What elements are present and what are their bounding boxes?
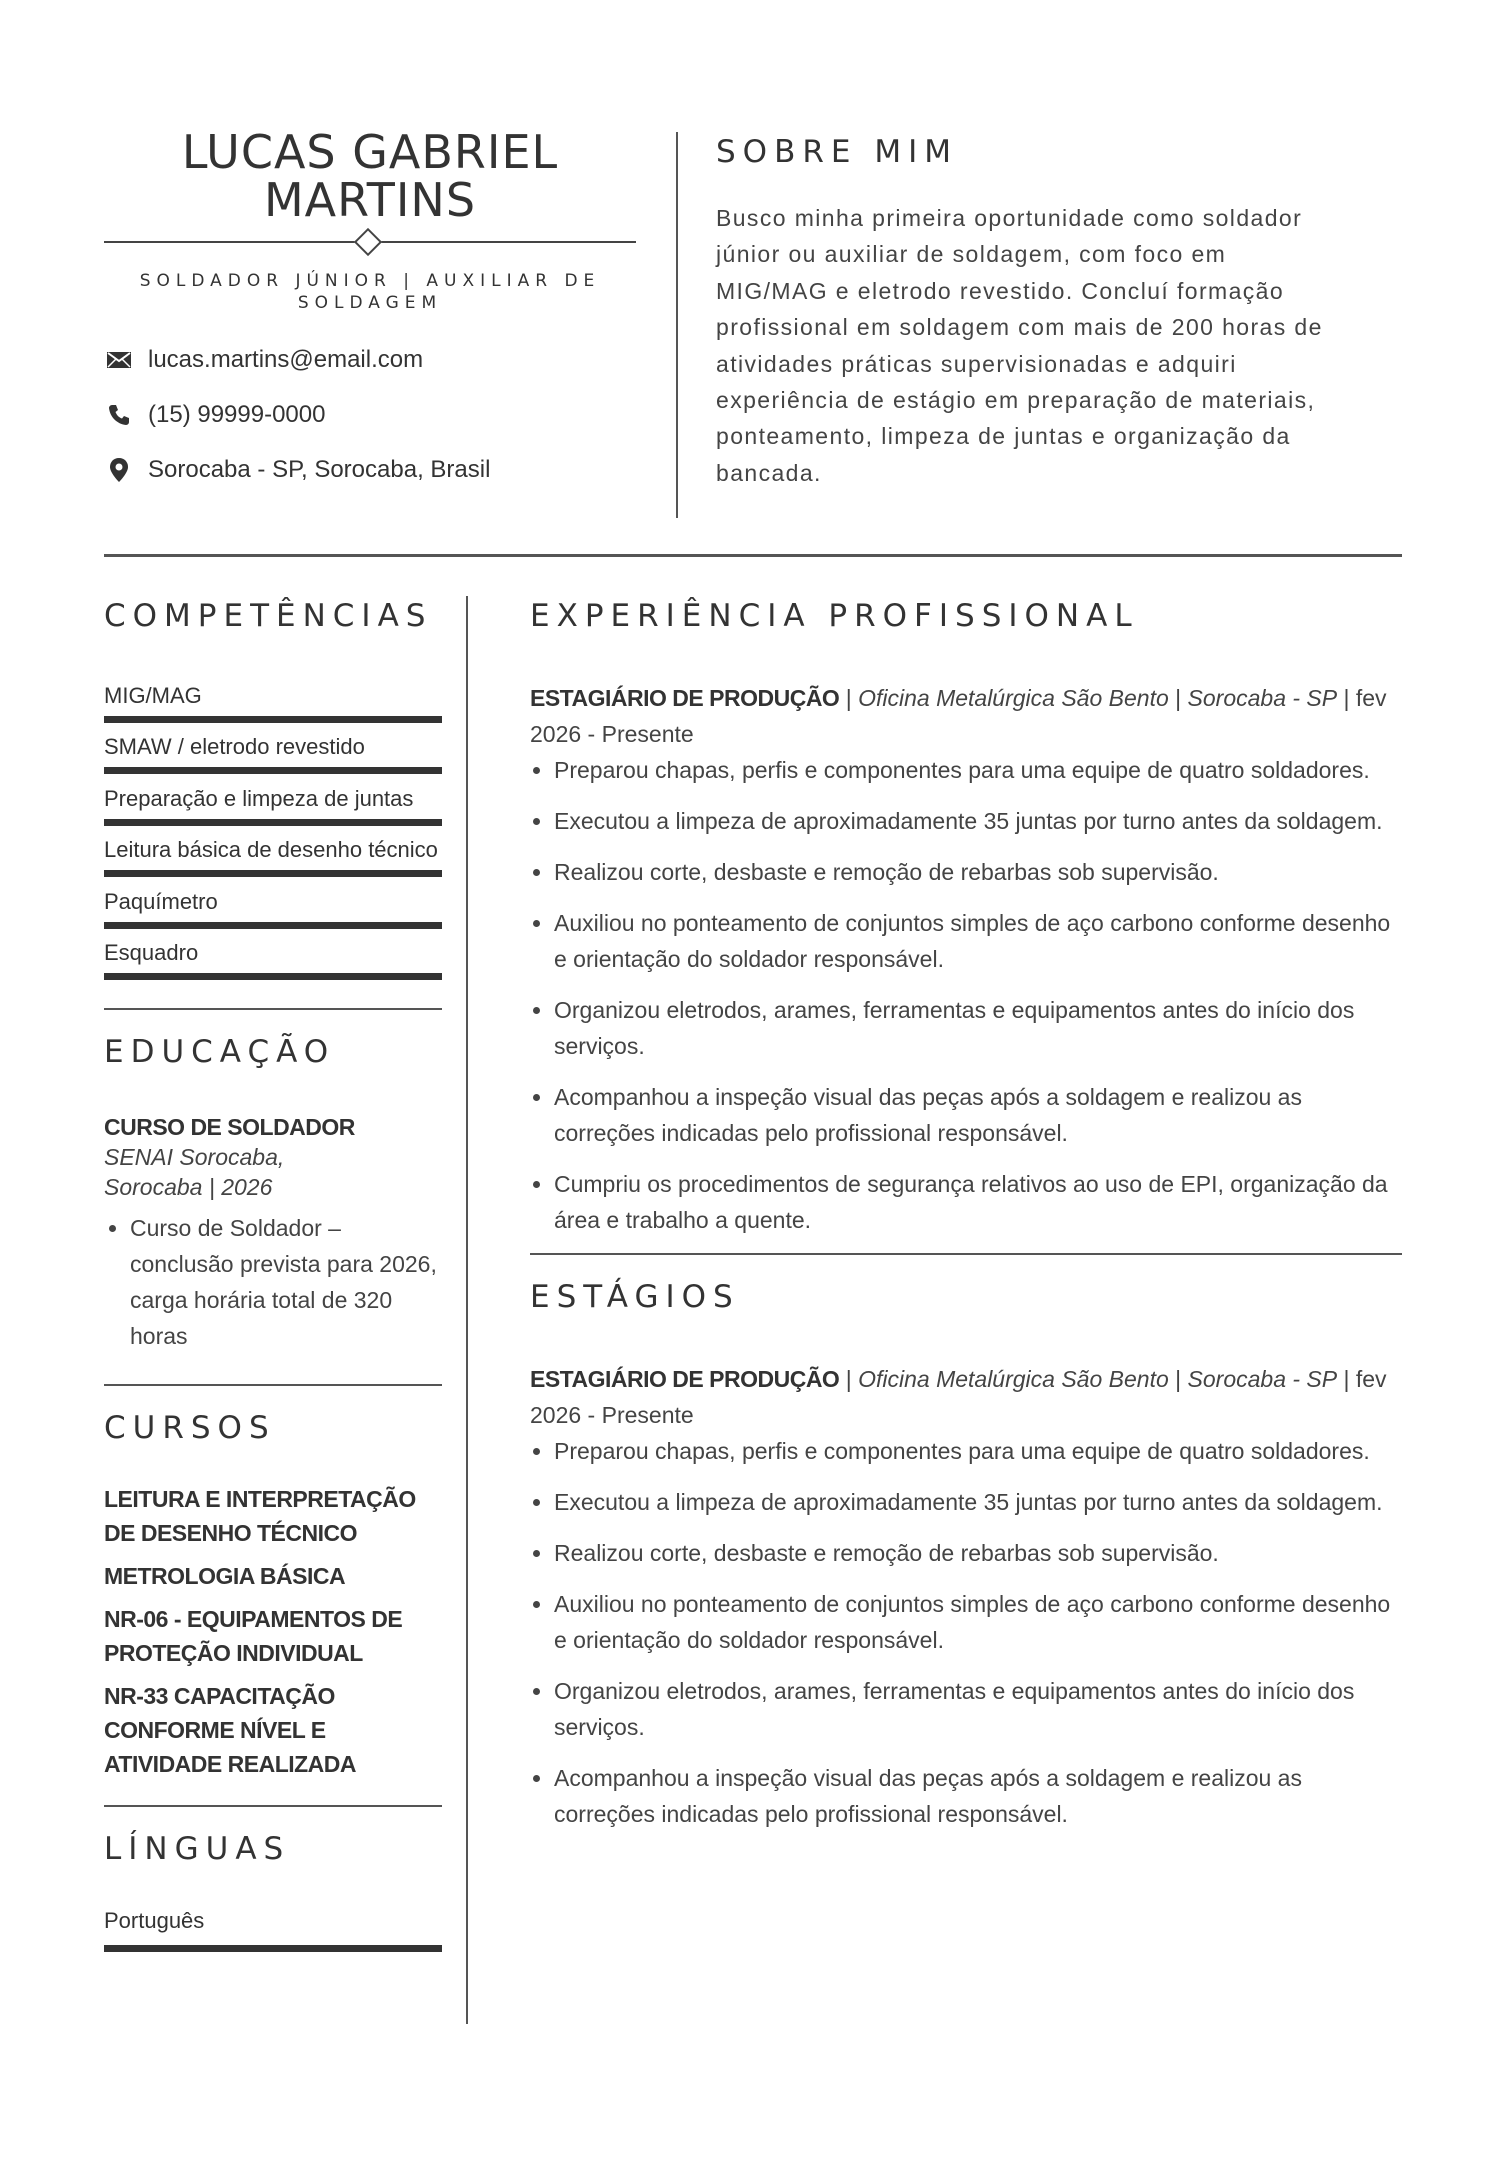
bullet-item: • Realizou corte, desbaste e remoção de rebarbas sob supervisão. (554, 854, 1402, 890)
skill-item (104, 785, 442, 836)
location-text: Sorocaba - SP, Sorocaba, Brasil (148, 456, 491, 483)
internships-title: ESTÁGIOS (530, 1279, 740, 1315)
skill-level-bar (104, 716, 442, 723)
contact-email (104, 346, 636, 374)
education-detail-item: • Curso de Soldador – conclusão prevista para 2026, carga horária total de 320 horas (130, 1210, 442, 1354)
education-details (104, 1210, 442, 1354)
phone-icon (104, 401, 134, 429)
job-company: Oficina Metalúrgica São Bento (858, 685, 1169, 711)
school-line-2: Sorocaba | 2026 (104, 1174, 273, 1201)
resume-header (104, 125, 636, 314)
section-divider (530, 1253, 1402, 1255)
skill-item (104, 888, 442, 939)
skill-level-bar (104, 973, 442, 980)
experience-job-header (530, 680, 1402, 752)
skill-level-bar (104, 767, 442, 774)
bullet-item: • Acompanhou a inspeção visual das peças após a soldagem e realizou as correções indicadas pelo profissional responsável. (554, 1760, 1402, 1832)
skill-level-bar (104, 870, 442, 877)
job-title (104, 270, 636, 314)
skills-title: COMPETÊNCIAS (104, 598, 433, 634)
job-dates: | fev 2026 - Presente (530, 1366, 1387, 1428)
language-level-bar (104, 1945, 442, 1952)
about-line: Busco minha primeira oportunidade como soldador (716, 205, 1303, 231)
skill-level-bar (104, 819, 442, 826)
column-divider (466, 596, 468, 2024)
job-location: Sorocaba - SP (1187, 685, 1338, 711)
bullet-item: • Auxiliou no ponteamento de conjuntos simples de aço carbono conforme desenho e orientação do soldador responsável. (554, 905, 1402, 977)
header-vertical-divider (676, 132, 678, 518)
about-line: júnior ou auxiliar de soldagem, com foco em (716, 241, 1227, 268)
languages-title: LÍNGUAS (104, 1831, 291, 1868)
experience-bullets (530, 752, 1402, 1238)
separator: | (1168, 1366, 1188, 1392)
language-item (104, 1907, 442, 1957)
contact-info (104, 346, 636, 511)
header-horizontal-divider (104, 554, 1402, 557)
skill-item (104, 682, 442, 733)
bullet-item: • Organizou eletrodos, arames, ferramentas e equipamentos antes do início dos serviços. (554, 1673, 1402, 1745)
envelope-icon (104, 346, 134, 374)
course-item: NR-06 - EQUIPAMENTOS DE PROTEÇÃO INDIVIDUAL (104, 1606, 403, 1667)
bullet-item: • Acompanhou a inspeção visual das peças após a soldagem e realizou as correções indicadas pelo profissional responsável. (554, 1079, 1402, 1151)
job-title-line-2: SOLDAGEM (297, 293, 443, 313)
skill-item (104, 733, 442, 784)
name-divider (104, 230, 636, 252)
job-company: Oficina Metalúrgica São Bento (858, 1366, 1169, 1392)
separator: | (1168, 685, 1188, 711)
section-divider (104, 1008, 442, 1010)
bullet-item: • Organizou eletrodos, arames, ferramentas e equipamentos antes do início dos serviços. (554, 992, 1402, 1064)
education-degree: CURSO DE SOLDADOR (104, 1114, 355, 1141)
bullet-item: • Auxiliou no ponteamento de conjuntos simples de aço carbono conforme desenho e orientação do soldador responsável. (554, 1586, 1402, 1658)
phone-text[interactable]: (15) 99999-0000 (148, 401, 326, 428)
name-line-1: LUCAS GABRIEL (181, 125, 559, 179)
courses-title: CURSOS (104, 1410, 276, 1447)
bullet-item: • Preparou chapas, perfis e componentes para uma equipe de quatro soldadores. (554, 1433, 1402, 1469)
bullet-item: • Cumpriu os procedimentos de segurança relativos ao uso de EPI, organização da área e trabalho a quente. (554, 1166, 1402, 1238)
about-line: atividades práticas supervisionadas e adquiri (716, 350, 1237, 377)
about-line: MIG/MAG e eletrodo revestido. Concluí formação (716, 277, 1285, 304)
job-location: Sorocaba - SP (1187, 1366, 1338, 1392)
internships-section (530, 1277, 1402, 1832)
education-title: EDUCAÇÃO (104, 1034, 336, 1071)
diamond-ornament-icon (354, 228, 382, 256)
email-text[interactable]: lucas.martins@email.com (148, 346, 424, 373)
about-line: bancada. (716, 459, 822, 486)
right-column (530, 596, 1402, 1847)
education-school (104, 1142, 442, 1202)
skill-name: Leitura básica de desenho técnico (104, 837, 438, 863)
about-line: experiência de estágio em preparação de materiais, (716, 387, 1316, 414)
education-section (104, 1032, 442, 1354)
job-dates: | fev 2026 - Presente (530, 685, 1387, 747)
contact-location (104, 456, 636, 484)
skill-name: Esquadro (104, 939, 199, 965)
language-name: Português (104, 1908, 205, 1934)
job-title-line-1: SOLDADOR JÚNIOR | AUXILIAR DE (139, 271, 601, 291)
job-role: ESTAGIÁRIO DE PRODUÇÃO (530, 1366, 840, 1392)
internship-bullets (530, 1433, 1402, 1832)
course-item: METROLOGIA BÁSICA (104, 1563, 346, 1590)
section-divider (104, 1805, 442, 1807)
skill-item (104, 836, 442, 887)
location-pin-icon (104, 456, 134, 484)
separator: | (839, 685, 859, 711)
bullet-item: • Executou a limpeza de aproximadamente 35 juntas por turno antes da soldagem. (554, 803, 1402, 839)
name-line-2: MARTINS (263, 173, 477, 227)
bullet-item: • Realizou corte, desbaste e remoção de rebarbas sob supervisão. (554, 1535, 1402, 1571)
left-column (104, 596, 442, 1957)
languages-section (104, 1829, 442, 1957)
skill-name: MIG/MAG (104, 683, 202, 708)
languages-list (104, 1907, 442, 1957)
about-title: SOBRE MIM (716, 134, 958, 170)
section-divider (104, 1384, 442, 1386)
course-item: LEITURA E INTERPRETAÇÃO DE DESENHO TÉCNICO (104, 1486, 416, 1547)
about-line: profissional em soldagem com mais de 200 horas de (716, 314, 1323, 341)
skill-name: SMAW / eletrodo revestido (104, 734, 365, 760)
bullet-item: • Executou a limpeza de aproximadamente 35 juntas por turno antes da soldagem. (554, 1484, 1402, 1520)
job-role: ESTAGIÁRIO DE PRODUÇÃO (530, 685, 840, 711)
internship-job-header (530, 1361, 1402, 1433)
courses-list (104, 1482, 442, 1781)
skills-list (104, 682, 442, 990)
contact-phone (104, 401, 636, 429)
separator: | (839, 1366, 859, 1392)
candidate-name (104, 125, 636, 227)
about-line: ponteamento, limpeza de juntas e organização da (716, 423, 1291, 450)
course-item: NR-33 CAPACITAÇÃO CONFORME NÍVEL E ATIVIDADE REALIZADA (104, 1683, 357, 1778)
skill-level-bar (104, 922, 442, 929)
skill-name: Paquímetro (104, 888, 218, 914)
school-line-1: SENAI Sorocaba, (104, 1144, 285, 1171)
about-text (716, 200, 1406, 491)
skill-name: Preparação e limpeza de juntas (104, 785, 414, 811)
experience-title: EXPERIÊNCIA PROFISSIONAL (530, 598, 1139, 634)
bullet-item: • Preparou chapas, perfis e componentes para uma equipe de quatro soldadores. (554, 752, 1402, 788)
skill-item (104, 939, 442, 990)
courses-section (104, 1408, 442, 1781)
about-section (716, 132, 1406, 491)
experience-section (530, 596, 1402, 1238)
